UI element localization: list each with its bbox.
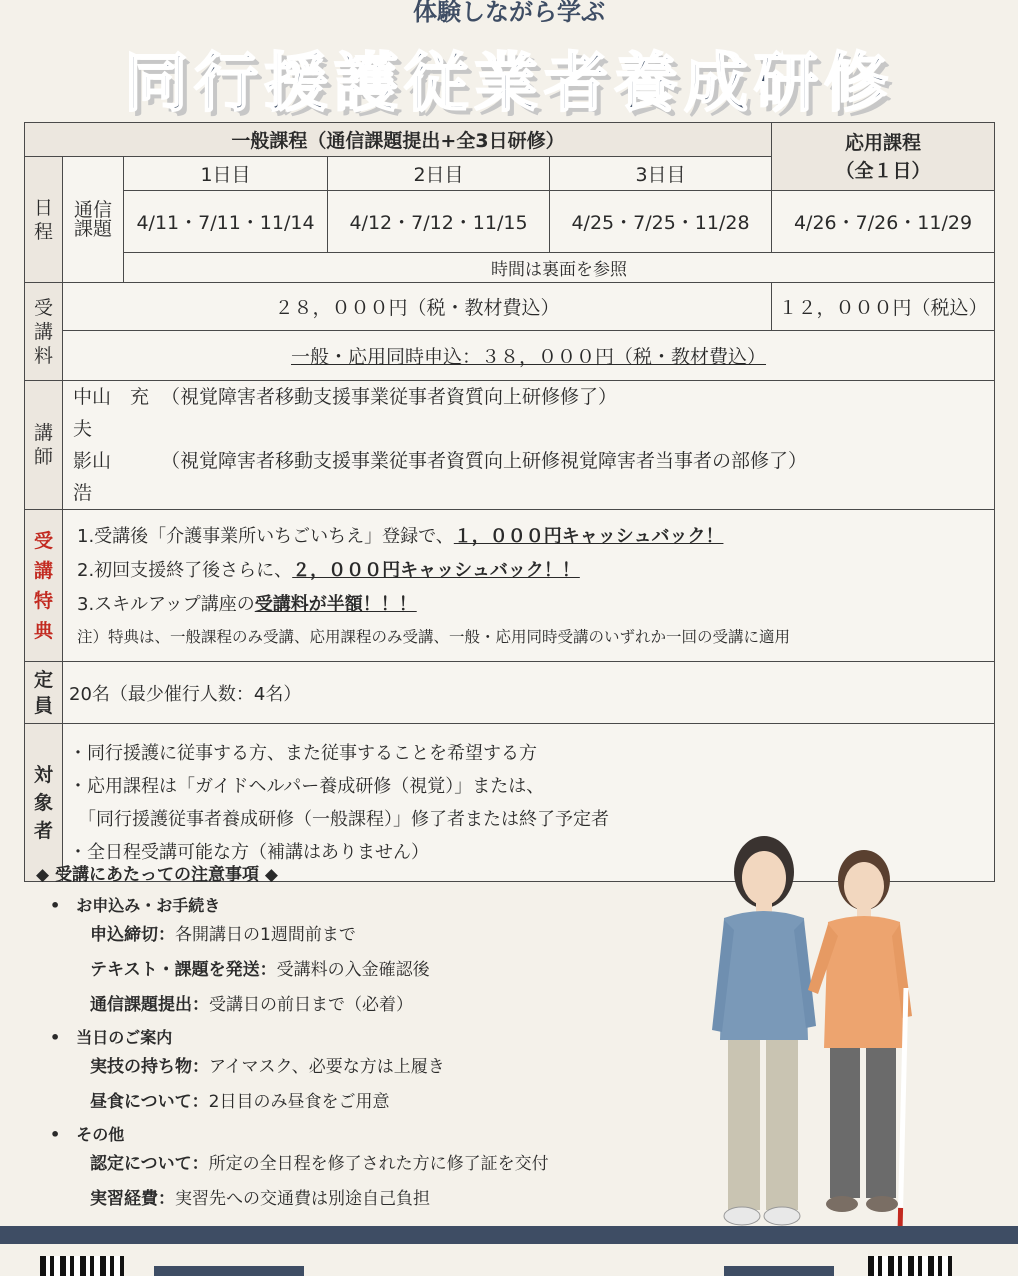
note-item [90,1052,676,1077]
label-char: 講 [33,422,53,444]
day3-dates: 4/25・7/25・11/28 [550,191,772,253]
label-char: 者 [33,819,53,842]
benefit-item [63,554,994,588]
note-text: アイマスク、必要な方は上履き [209,1057,445,1077]
note-item [90,920,676,945]
note-label: 実習経費： [90,1189,175,1209]
schedule-label [25,157,63,283]
footer-tab-right [724,1266,834,1276]
note-text: 所定の全日程を修了された方に修了証を交付 [208,1154,549,1174]
label-char: 定 [33,668,53,691]
label-char: 師 [33,446,53,468]
teacher-list [63,381,995,510]
note-label: 通信課題提出： [90,995,209,1015]
benefit-label [25,510,63,662]
note-item [90,990,676,1015]
label-char: 特 [33,589,53,612]
guide-helper-illustration [700,820,940,1240]
day2-header: 2日目 [328,157,550,191]
note-text: 各開講日の1週間前まで [175,925,356,945]
teacher-entry [73,445,994,509]
footer-bar [0,1226,1018,1244]
day2-dates: 4/12・7/12・11/15 [328,191,550,253]
section-title-text: 当日のご案内 [76,1028,173,1047]
day1-dates: 4/11・7/11・11/14 [124,191,328,253]
note-text: 受講日の前日まで（必着） [209,995,413,1015]
teacher-name: 中山 充夫 [73,386,150,440]
note-item [90,1087,676,1112]
applied-course-subtitle: （全１日） [835,159,931,182]
benefit-highlight: 受講料が半額！！！ [254,593,417,615]
course-info-table [24,122,995,882]
note-text: 2日目のみ昼食をご用意 [208,1092,390,1112]
capacity-text: 20名（最少催行人数：4名） [63,662,995,724]
visually-impaired-person [808,850,912,1232]
label-char: 講 [33,559,53,582]
footer-tab-left [154,1266,304,1276]
label-line: 通信 [73,198,112,221]
benefit-list [63,510,995,662]
subtitle: 体験しながら学ぶ [413,0,605,26]
note-label: 実技の持ち物： [90,1057,209,1077]
benefit-text: 2.初回支援終了後さらに、 [77,559,293,581]
notes-heading: ◆ 受講にあたっての注意事項 ◆ [36,865,278,885]
notes-section-title: • お申込み・お手続き [50,896,221,915]
label-char: 象 [33,791,53,814]
label-char: 員 [33,694,53,717]
label-line: 課題 [73,217,112,240]
guide-person [712,836,816,1225]
label-char: 受 [33,296,53,319]
label-char: 程 [33,220,53,243]
qr-code-left[interactable] [40,1256,124,1276]
day1-header: 1日目 [124,157,328,191]
teacher-label [25,381,63,510]
note-text: 受講料の入金確認後 [276,960,430,980]
fee-label [25,283,63,381]
target-item: ・全日程受講可能な方（補講はありません） [69,841,429,863]
note-label: 申込締切： [90,925,175,945]
general-course-header: 一般課程（通信課題提出+全3日研修） [25,123,772,157]
benefit-highlight: １，０００円キャッシュバック！ [453,525,724,547]
label-char: 講 [33,320,53,343]
teacher-note: （視覚障害者移動支援事業従事者資質向上研修視覚障害者当事者の部修了） [161,450,808,472]
benefit-text: 3.スキルアップ講座の [77,593,255,615]
note-item [90,1184,676,1209]
benefit-highlight: ２，０００円キャッシュバック！！ [292,559,580,581]
teacher-entry [73,381,994,445]
note-text: 実習先への交通費は別途自己負担 [175,1189,430,1209]
note-item [90,1149,676,1174]
benefit-text: 1.受講後「介護事業所いちごいちえ」登録で、 [77,525,454,547]
notes-section [36,860,676,1219]
qr-code-right[interactable] [868,1256,952,1276]
correspondence-label [63,157,124,283]
section-title-text: その他 [76,1125,125,1144]
combined-fee: 一般・応用同時申込：３８，０００円（税・教材費込） [63,331,995,381]
notes-section-title: • 当日のご案内 [50,1028,173,1047]
capacity-label [25,662,63,724]
benefit-note: 注）特典は、一般課程のみ受講、応用課程のみ受講、一般・応用同時受講のいずれか一回の受講に適用 [77,627,791,646]
section-title-text: お申込み・お手続き [76,896,221,915]
day3-header: 3日目 [550,157,772,191]
note-label: 昼食について： [90,1092,209,1112]
note-label: 認定について： [90,1154,209,1174]
applied-course-title: 応用課程 [845,131,922,154]
applied-fee: １２，０００円（税込） [772,283,995,331]
page-title: 同行援護従業者養成研修 [124,47,894,121]
label-char: 日 [33,196,53,219]
teacher-name: 影山 浩 [73,450,150,504]
general-fee: ２８，０００円（税・教材費込） [63,283,772,331]
applied-dates: 4/26・7/26・11/29 [772,191,995,253]
label-char: 対 [33,763,53,786]
applied-course-header [772,123,995,191]
teacher-note: （視覚障害者移動支援事業従事者資質向上研修修了） [161,386,618,408]
target-item: 「同行援護従事者養成研修（一般課程）」修了者または終了予定者 [69,808,609,830]
target-label [25,724,63,882]
target-item: ・同行援護に従事する方、また従事することを希望する方 [69,742,537,764]
notes-section-title: • その他 [50,1125,125,1144]
label-char: 典 [33,619,53,642]
note-label: テキスト・課題を発送： [90,960,277,980]
target-item: ・応用課程は「ガイドヘルパー養成研修（視覚）」または、 [69,775,545,797]
benefit-item [63,588,994,622]
note-item [90,955,676,980]
time-note: 時間は裏面を参照 [124,253,995,283]
benefit-item [63,520,994,554]
label-char: 受 [33,529,53,552]
label-char: 料 [33,344,53,367]
